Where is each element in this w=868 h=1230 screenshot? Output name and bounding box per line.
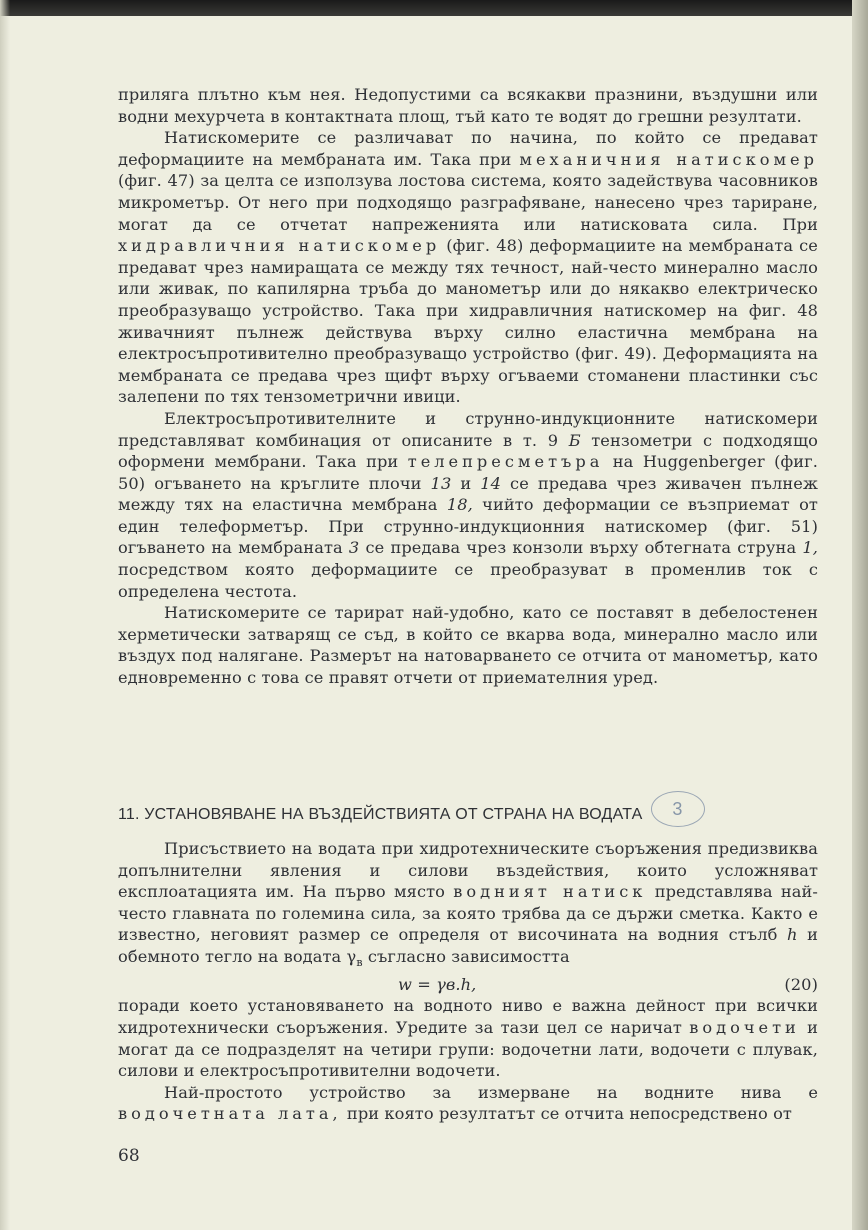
text-run: и обемното тегло на водата γ [118, 925, 818, 966]
scan-left-shadow [0, 0, 10, 1230]
subscript: в [356, 956, 363, 970]
text-run: на Huggenberger (фиг. 50) огъването на кръглите плочи [118, 452, 818, 493]
section-title: 11. УСТАНОВЯВАНЕ НА ВЪЗДЕЙСТВИЯТА ОТ СТРАНА НА ВОДАТА [118, 806, 643, 824]
text-run: Присъствието на водата при хидротехническите съоръжения предизвиква допълнителни явления и силови въздействия, които усложняват експлоатацията им. На първо място [118, 839, 818, 902]
text-run: тензометри с подходящо оформени мембрани. Така при [118, 430, 818, 472]
italic-ref: 13 [430, 473, 452, 493]
text-run: (фиг. 48) деформациите на мембраната се предават чрез намиращата се между тях течност, най-често минерално масло или живак, по капилярна тръба до манометър или до някакво електрическо преобразуващо устройство. Така при хидравличния натискомер на фиг. 48 живачният пълнеж действува върху силно еластична мембрана на електросъпротивително преобразуващо устройство (фиг. 49). Деформацията на мембраната се предава чрез щифт върху огъваеми стоманени пластинки със залепени по тях тензометрични ивици. [118, 236, 818, 407]
paragraph [118, 995, 818, 1081]
text-run: (фиг. 47) за целта се използува лостова система, която задействува часовников микрометър. От него при подходящо разграфяване, нанесено чрез тариране, могат да се отчетат напреженията или натисковата сила. При [118, 171, 818, 234]
equation [118, 974, 818, 996]
section-heading [118, 797, 818, 833]
paragraph [118, 127, 818, 408]
scan-right-edge [852, 0, 868, 1230]
text-run: и могат да се подразделят на четири групи: водочетни лати, водочети с плувак, силови и електросъпротивителни водочети. [118, 1017, 819, 1081]
text-run: Електросъпротивителните и струнно-индукционните натискомери представляват комбинация от описаните в т. 9 [118, 408, 818, 450]
text-run: при която резултатът се отчита непосредствено от [341, 1104, 792, 1124]
italic-ref: 14 [480, 473, 502, 493]
text-run: съгласно зависимостта [362, 946, 570, 966]
italic-ref: h [787, 925, 798, 945]
section-body [118, 838, 818, 1125]
text-run: чийто деформации се възприемат от един телеформетър. При струнно-индукционния натискомер (фиг. 51) огъването на мембраната [118, 495, 818, 558]
paragraph [118, 1082, 818, 1125]
spaced-term: водочетната лата, [118, 1104, 342, 1124]
spaced-term: телепресметъра [407, 452, 604, 472]
paragraph [118, 838, 818, 974]
page-number: 68 [118, 1146, 140, 1166]
paragraph [118, 408, 818, 602]
spaced-term: хидравличния натискомер [118, 236, 441, 256]
text-run: се предава чрез живачен пълнеж между тях на еластична мембрана [118, 473, 818, 515]
spaced-term: водният натиск [453, 882, 647, 902]
text-run: Натискомерите се различават по начина, по който се предават деформациите на мембраната им. Така при [118, 128, 818, 169]
body-text [118, 84, 818, 689]
equation-number: (20) [784, 974, 818, 994]
italic-ref: 3 [348, 538, 360, 558]
text-run: посредством която деформациите се преобразуват в променлив ток с определена честота. [118, 560, 818, 601]
spaced-term: механичния натискомер [519, 149, 818, 169]
italic-ref: Б [568, 430, 581, 450]
equation-formula: w = γв.h, [398, 974, 477, 994]
text-run: и [451, 473, 481, 493]
paragraph: прилягa плътно към нея. Недопустими са всякакви празнини, въздушни или водни мехурчета в контактната площ, тъй като те водят до грешни резултати. [118, 85, 818, 126]
text-run: се предава чрез конзоли върху обтегната струна [359, 538, 803, 558]
margin-annotation: 3 [651, 791, 705, 827]
text-run: Най-простото устройство за измерване на водните нива е [164, 1082, 818, 1102]
scan-top-edge [0, 0, 868, 16]
paragraph: Натискомерите се тарират най-удобно, като се поставят в дебелостенен херметически затварящ се съд, в който се вкарва вода, минерално масло или въздух под налягане. Размерът на натоварването се отчита от манометър, като едновременно с това се правят отчети от приемателния уред. [118, 603, 818, 688]
italic-ref: 1, [802, 538, 818, 558]
text-run: поради което установяването на водното ниво е важна дейност при всички хидротехнически съоръжения. Уредите за тази цел се наричат [118, 996, 818, 1037]
spaced-term: водочети [689, 1017, 800, 1037]
italic-ref: 18, [446, 495, 473, 515]
text-run: представлява най-често главната по големина сила, за която трябва да се държи сметка. Както е известно, неговият размер се определя от височината на водния стълб [118, 882, 819, 945]
